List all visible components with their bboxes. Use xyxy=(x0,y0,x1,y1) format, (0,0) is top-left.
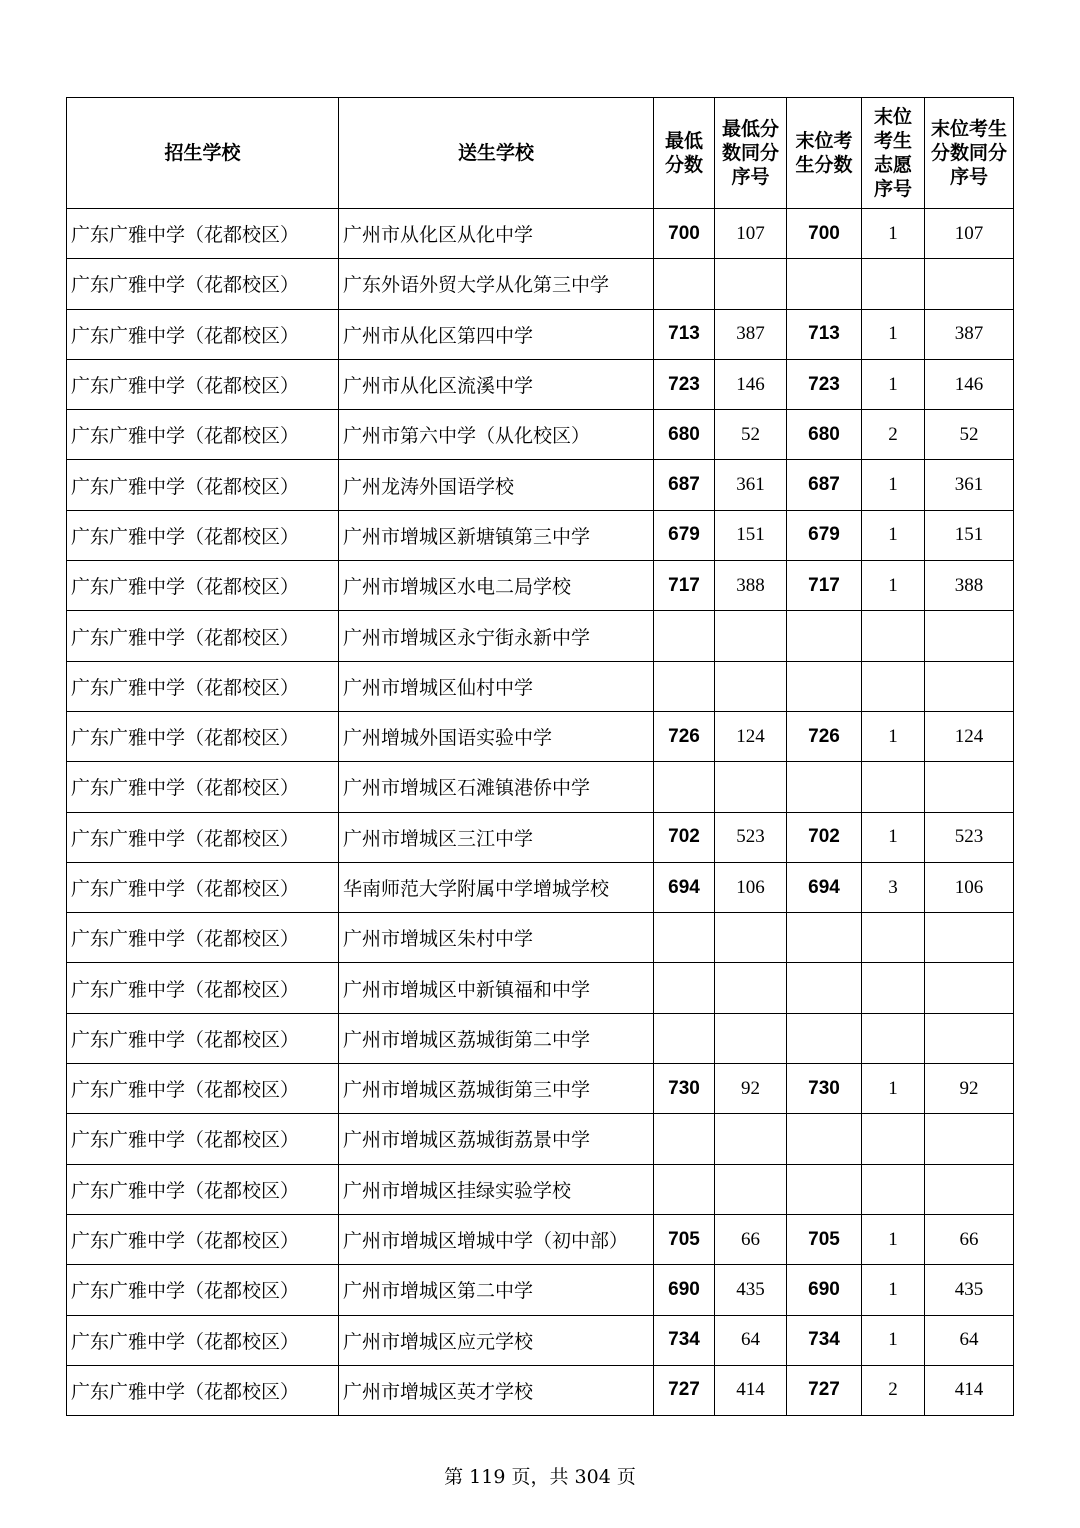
cell-last-score xyxy=(787,913,862,963)
cell-min-score-rank: 361 xyxy=(715,460,787,510)
cell-last-score: 687 xyxy=(787,460,862,510)
cell-sending-school: 广州市增城区应元学校 xyxy=(339,1315,654,1365)
cell-last-score-rank: 64 xyxy=(925,1315,1014,1365)
header-recruiting-school: 招生学校 xyxy=(67,98,339,209)
cell-last-choice-rank: 1 xyxy=(862,1315,925,1365)
cell-min-score xyxy=(654,661,715,711)
cell-sending-school: 广州市第六中学（从化校区） xyxy=(339,410,654,460)
cell-last-score xyxy=(787,1114,862,1164)
table-row xyxy=(67,359,1014,409)
cell-min-score xyxy=(654,1114,715,1164)
cell-recruiting-school: 广东广雅中学（花都校区） xyxy=(67,963,339,1013)
cell-sending-school: 广州市增城区永宁街永新中学 xyxy=(339,611,654,661)
cell-recruiting-school: 广东广雅中学（花都校区） xyxy=(67,913,339,963)
cell-last-score-rank: 388 xyxy=(925,561,1014,611)
cell-last-choice-rank: 1 xyxy=(862,209,925,259)
cell-recruiting-school: 广东广雅中学（花都校区） xyxy=(67,812,339,862)
cell-last-score-rank xyxy=(925,611,1014,661)
cell-last-score: 700 xyxy=(787,209,862,259)
table-row xyxy=(67,209,1014,259)
cell-sending-school: 广州市从化区从化中学 xyxy=(339,209,654,259)
cell-last-choice-rank xyxy=(862,762,925,812)
cell-last-score-rank xyxy=(925,661,1014,711)
cell-last-score-rank xyxy=(925,963,1014,1013)
cell-recruiting-school: 广东广雅中学（花都校区） xyxy=(67,1214,339,1264)
cell-min-score: 700 xyxy=(654,209,715,259)
cell-min-score: 687 xyxy=(654,460,715,510)
admission-table-container xyxy=(66,97,1013,1416)
cell-last-choice-rank xyxy=(862,1164,925,1214)
cell-last-score-rank xyxy=(925,1114,1014,1164)
cell-recruiting-school: 广东广雅中学（花都校区） xyxy=(67,611,339,661)
table-row xyxy=(67,661,1014,711)
cell-sending-school: 广州龙涛外国语学校 xyxy=(339,460,654,510)
cell-last-choice-rank xyxy=(862,661,925,711)
cell-recruiting-school: 广东广雅中学（花都校区） xyxy=(67,510,339,560)
table-row xyxy=(67,1315,1014,1365)
cell-sending-school: 广州市增城区荔城街第二中学 xyxy=(339,1013,654,1063)
cell-min-score-rank: 435 xyxy=(715,1265,787,1315)
cell-sending-school: 广州市增城区新塘镇第三中学 xyxy=(339,510,654,560)
cell-last-choice-rank: 1 xyxy=(862,309,925,359)
cell-last-score: 679 xyxy=(787,510,862,560)
table-row xyxy=(67,1214,1014,1264)
cell-min-score-rank: 107 xyxy=(715,209,787,259)
cell-min-score: 726 xyxy=(654,711,715,761)
cell-last-score-rank: 361 xyxy=(925,460,1014,510)
table-row xyxy=(67,862,1014,912)
cell-recruiting-school: 广东广雅中学（花都校区） xyxy=(67,862,339,912)
cell-last-choice-rank xyxy=(862,259,925,309)
cell-last-score-rank: 124 xyxy=(925,711,1014,761)
cell-min-score: 727 xyxy=(654,1365,715,1415)
cell-recruiting-school: 广东广雅中学（花都校区） xyxy=(67,359,339,409)
cell-last-choice-rank: 1 xyxy=(862,1265,925,1315)
cell-last-score xyxy=(787,1164,862,1214)
table-row xyxy=(67,1365,1014,1415)
cell-min-score: 713 xyxy=(654,309,715,359)
cell-min-score-rank: 146 xyxy=(715,359,787,409)
cell-recruiting-school: 广东广雅中学（花都校区） xyxy=(67,1064,339,1114)
cell-sending-school: 广州市增城区荔城街第三中学 xyxy=(339,1064,654,1114)
table-row xyxy=(67,1265,1014,1315)
cell-recruiting-school: 广东广雅中学（花都校区） xyxy=(67,661,339,711)
cell-last-score-rank: 146 xyxy=(925,359,1014,409)
cell-min-score: 730 xyxy=(654,1064,715,1114)
cell-sending-school: 广州市增城区挂绿实验学校 xyxy=(339,1164,654,1214)
cell-last-score: 717 xyxy=(787,561,862,611)
cell-last-score: 730 xyxy=(787,1064,862,1114)
cell-min-score-rank xyxy=(715,1114,787,1164)
cell-recruiting-school: 广东广雅中学（花都校区） xyxy=(67,259,339,309)
cell-last-score: 702 xyxy=(787,812,862,862)
cell-recruiting-school: 广东广雅中学（花都校区） xyxy=(67,460,339,510)
cell-last-choice-rank: 1 xyxy=(862,359,925,409)
cell-min-score-rank xyxy=(715,963,787,1013)
cell-last-score-rank: 523 xyxy=(925,812,1014,862)
table-row xyxy=(67,1064,1014,1114)
cell-last-choice-rank xyxy=(862,1114,925,1164)
cell-min-score-rank xyxy=(715,661,787,711)
cell-recruiting-school: 广东广雅中学（花都校区） xyxy=(67,1114,339,1164)
cell-recruiting-school: 广东广雅中学（花都校区） xyxy=(67,711,339,761)
table-row xyxy=(67,1164,1014,1214)
cell-last-score-rank: 106 xyxy=(925,862,1014,912)
cell-sending-school: 广州市增城区英才学校 xyxy=(339,1365,654,1415)
cell-min-score: 717 xyxy=(654,561,715,611)
cell-last-score-rank xyxy=(925,1013,1014,1063)
cell-min-score-rank: 106 xyxy=(715,862,787,912)
cell-min-score-rank xyxy=(715,762,787,812)
cell-min-score: 679 xyxy=(654,510,715,560)
cell-last-choice-rank xyxy=(862,963,925,1013)
header-last-score-rank: 末位考生分数同分序号 xyxy=(925,98,1014,209)
cell-min-score: 702 xyxy=(654,812,715,862)
cell-min-score xyxy=(654,611,715,661)
cell-sending-school: 广州市增城区三江中学 xyxy=(339,812,654,862)
cell-min-score xyxy=(654,963,715,1013)
cell-last-score: 727 xyxy=(787,1365,862,1415)
header-min-score: 最低分数 xyxy=(654,98,715,209)
cell-recruiting-school: 广东广雅中学（花都校区） xyxy=(67,209,339,259)
cell-last-choice-rank: 2 xyxy=(862,410,925,460)
cell-last-choice-rank: 1 xyxy=(862,460,925,510)
cell-last-score-rank xyxy=(925,259,1014,309)
cell-min-score-rank: 52 xyxy=(715,410,787,460)
cell-sending-school: 广州市增城区中新镇福和中学 xyxy=(339,963,654,1013)
cell-last-score xyxy=(787,259,862,309)
cell-sending-school: 广州市增城区增城中学（初中部） xyxy=(339,1214,654,1264)
table-row xyxy=(67,1114,1014,1164)
cell-sending-school: 广州市从化区流溪中学 xyxy=(339,359,654,409)
table-row xyxy=(67,309,1014,359)
cell-min-score: 690 xyxy=(654,1265,715,1315)
cell-sending-school: 广州市增城区第二中学 xyxy=(339,1265,654,1315)
cell-min-score-rank xyxy=(715,913,787,963)
cell-min-score-rank: 92 xyxy=(715,1064,787,1114)
cell-min-score-rank: 388 xyxy=(715,561,787,611)
table-row xyxy=(67,460,1014,510)
cell-min-score-rank xyxy=(715,1164,787,1214)
cell-min-score: 694 xyxy=(654,862,715,912)
cell-min-score: 705 xyxy=(654,1214,715,1264)
cell-recruiting-school: 广东广雅中学（花都校区） xyxy=(67,762,339,812)
cell-last-choice-rank: 1 xyxy=(862,561,925,611)
cell-last-choice-rank: 1 xyxy=(862,510,925,560)
cell-min-score-rank: 66 xyxy=(715,1214,787,1264)
cell-recruiting-school: 广东广雅中学（花都校区） xyxy=(67,1164,339,1214)
table-row xyxy=(67,561,1014,611)
cell-last-score-rank: 107 xyxy=(925,209,1014,259)
admission-score-table xyxy=(66,97,1014,1416)
cell-last-score: 734 xyxy=(787,1315,862,1365)
cell-min-score-rank: 151 xyxy=(715,510,787,560)
cell-min-score xyxy=(654,259,715,309)
cell-sending-school: 广州市增城区水电二局学校 xyxy=(339,561,654,611)
table-row xyxy=(67,711,1014,761)
cell-last-score xyxy=(787,1013,862,1063)
cell-recruiting-school: 广东广雅中学（花都校区） xyxy=(67,410,339,460)
cell-last-score: 690 xyxy=(787,1265,862,1315)
cell-last-score-rank: 52 xyxy=(925,410,1014,460)
cell-last-score-rank xyxy=(925,1164,1014,1214)
cell-min-score xyxy=(654,762,715,812)
cell-sending-school: 广州市从化区第四中学 xyxy=(339,309,654,359)
table-body xyxy=(67,209,1014,1416)
table-row xyxy=(67,611,1014,661)
cell-last-score xyxy=(787,762,862,812)
cell-last-score: 723 xyxy=(787,359,862,409)
header-min-score-rank: 最低分数同分序号 xyxy=(715,98,787,209)
cell-min-score-rank xyxy=(715,259,787,309)
cell-min-score xyxy=(654,1164,715,1214)
cell-last-score: 680 xyxy=(787,410,862,460)
cell-last-score-rank: 92 xyxy=(925,1064,1014,1114)
header-sending-school: 送生学校 xyxy=(339,98,654,209)
cell-recruiting-school: 广东广雅中学（花都校区） xyxy=(67,309,339,359)
cell-sending-school: 广东外语外贸大学从化第三中学 xyxy=(339,259,654,309)
cell-last-score: 705 xyxy=(787,1214,862,1264)
cell-min-score xyxy=(654,1013,715,1063)
cell-last-score: 694 xyxy=(787,862,862,912)
cell-last-score-rank: 435 xyxy=(925,1265,1014,1315)
cell-last-score xyxy=(787,661,862,711)
cell-min-score: 734 xyxy=(654,1315,715,1365)
cell-min-score-rank: 523 xyxy=(715,812,787,862)
cell-last-choice-rank: 1 xyxy=(862,711,925,761)
cell-min-score-rank: 124 xyxy=(715,711,787,761)
cell-min-score-rank: 64 xyxy=(715,1315,787,1365)
cell-recruiting-school: 广东广雅中学（花都校区） xyxy=(67,1315,339,1365)
cell-sending-school: 广州市增城区荔城街荔景中学 xyxy=(339,1114,654,1164)
cell-recruiting-school: 广东广雅中学（花都校区） xyxy=(67,1265,339,1315)
cell-last-choice-rank: 1 xyxy=(862,1214,925,1264)
cell-recruiting-school: 广东广雅中学（花都校区） xyxy=(67,561,339,611)
cell-last-score: 713 xyxy=(787,309,862,359)
page-number-footer: 第 119 页，共 304 页 xyxy=(444,1466,636,1488)
table-row xyxy=(67,259,1014,309)
cell-min-score: 723 xyxy=(654,359,715,409)
table-row xyxy=(67,913,1014,963)
cell-sending-school: 广州增城外国语实验中学 xyxy=(339,711,654,761)
cell-last-score-rank xyxy=(925,913,1014,963)
table-row xyxy=(67,510,1014,560)
cell-last-choice-rank: 3 xyxy=(862,862,925,912)
cell-last-choice-rank: 1 xyxy=(862,1064,925,1114)
cell-last-choice-rank xyxy=(862,1013,925,1063)
table-header-row xyxy=(67,98,1014,209)
table-row xyxy=(67,410,1014,460)
cell-sending-school: 华南师范大学附属中学增城学校 xyxy=(339,862,654,912)
table-row xyxy=(67,812,1014,862)
cell-last-score-rank: 414 xyxy=(925,1365,1014,1415)
cell-sending-school: 广州市增城区石滩镇港侨中学 xyxy=(339,762,654,812)
cell-min-score xyxy=(654,913,715,963)
cell-last-score xyxy=(787,611,862,661)
table-row xyxy=(67,1013,1014,1063)
cell-recruiting-school: 广东广雅中学（花都校区） xyxy=(67,1365,339,1415)
cell-sending-school: 广州市增城区仙村中学 xyxy=(339,661,654,711)
table-row xyxy=(67,762,1014,812)
cell-recruiting-school: 广东广雅中学（花都校区） xyxy=(67,1013,339,1063)
cell-sending-school: 广州市增城区朱村中学 xyxy=(339,913,654,963)
cell-last-score-rank: 387 xyxy=(925,309,1014,359)
cell-min-score-rank xyxy=(715,1013,787,1063)
cell-min-score-rank: 414 xyxy=(715,1365,787,1415)
cell-last-score-rank: 151 xyxy=(925,510,1014,560)
cell-last-choice-rank xyxy=(862,611,925,661)
cell-last-score-rank xyxy=(925,762,1014,812)
cell-min-score: 680 xyxy=(654,410,715,460)
header-last-choice-rank: 末位考生志愿序号 xyxy=(862,98,925,209)
cell-min-score-rank xyxy=(715,611,787,661)
cell-last-score: 726 xyxy=(787,711,862,761)
cell-min-score-rank: 387 xyxy=(715,309,787,359)
cell-last-score-rank: 66 xyxy=(925,1214,1014,1264)
cell-last-choice-rank: 1 xyxy=(862,812,925,862)
cell-last-score xyxy=(787,963,862,1013)
cell-last-choice-rank: 2 xyxy=(862,1365,925,1415)
header-last-score: 末位考生分数 xyxy=(787,98,862,209)
cell-last-choice-rank xyxy=(862,913,925,963)
table-row xyxy=(67,963,1014,1013)
